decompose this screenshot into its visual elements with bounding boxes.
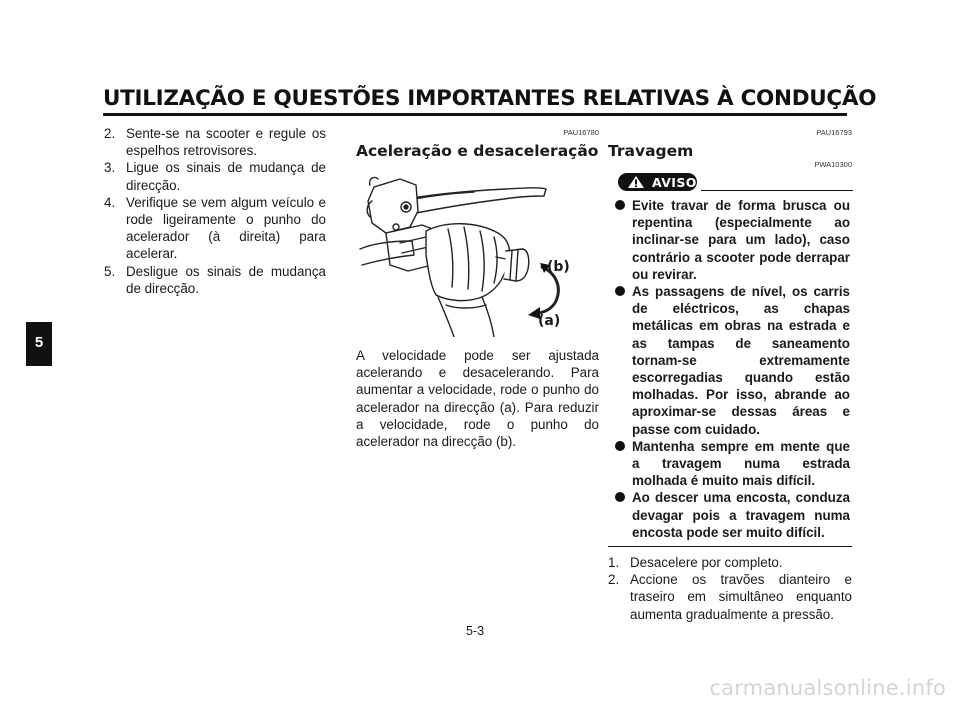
step-text: Desacelere por completo. xyxy=(630,555,783,571)
warning-end-rule xyxy=(608,546,852,547)
column-1 xyxy=(104,125,326,297)
list-item xyxy=(104,194,326,263)
figure-label-a: (a) xyxy=(538,313,561,329)
step-number: 4. xyxy=(104,194,116,210)
section-title-acceleration: Aceleração e desaceleração xyxy=(356,142,599,160)
list-item xyxy=(608,571,852,623)
column-3 xyxy=(608,128,852,623)
step-number: 2. xyxy=(608,572,620,588)
list-item xyxy=(608,489,852,541)
step-text: Desligue os sinais de mudança de direcção. xyxy=(126,263,326,296)
warning-badge xyxy=(618,173,697,191)
section-code: PAU16793 xyxy=(816,128,852,137)
throttle-figure xyxy=(356,167,599,337)
braking-step-list xyxy=(608,554,852,623)
bullet-icon xyxy=(615,200,625,210)
step-number: 3. xyxy=(104,160,116,176)
step-text: Verifique se vem algum veículo e rode ligeiramente o punho do acelerador (à direita) para acelerar. xyxy=(126,194,326,262)
watermark: carmanualsonline.info xyxy=(709,676,946,700)
column-2 xyxy=(356,128,599,450)
list-item xyxy=(608,197,852,283)
warning-triangle-icon xyxy=(627,175,645,189)
page-title: UTILIZAÇÃO E QUESTÕES IMPORTANTES RELATIVAS À CONDUÇÃO xyxy=(103,86,877,111)
list-item xyxy=(608,283,852,438)
list-item xyxy=(104,263,326,297)
bullet-icon xyxy=(615,441,625,451)
warning-text: As passagens de nível, os carris de eléctricos, as chapas metálicas em obras na estrada e as tampas de saneamento tornam-se extremamente escorregadias quando estão molhadas. Por isso, abrande ao aproximar-se dessas áreas e passe com cuidado. xyxy=(632,284,850,437)
list-item xyxy=(608,554,852,571)
throttle-illustration xyxy=(356,167,599,337)
header-rule xyxy=(103,113,847,116)
warning-text: Evite travar de forma brusca ou repentina (especialmente ao inclinar-se para um lado), caso contrário a scooter pode derrapar ou revirar. xyxy=(632,198,850,282)
chapter-tab xyxy=(26,322,52,366)
warning-label: AVISO xyxy=(652,175,697,190)
section-title-braking: Travagem xyxy=(608,142,694,160)
step-number: 1. xyxy=(608,555,620,571)
bullet-icon xyxy=(615,492,625,502)
chapter-tab-number: 5 xyxy=(34,334,44,351)
step-list xyxy=(104,125,326,297)
step-number: 2. xyxy=(104,126,116,141)
warning-text: Mantenha sempre em mente que a travagem numa estrada molhada é muito mais difícil. xyxy=(632,438,850,489)
step-text: Ligue os sinais de mudança de direcção. xyxy=(126,160,326,193)
list-item xyxy=(608,438,852,490)
step-text: Sente-se na scooter e regule os espelhos retrovisores. xyxy=(126,126,326,159)
warning-text: Ao descer uma encosta, conduza devagar pois a travagem numa encosta pode ser muito difícil. xyxy=(632,490,850,540)
bullet-icon xyxy=(615,286,625,296)
section-code: PAU16780 xyxy=(563,128,599,137)
page-number: 5-3 xyxy=(465,624,485,638)
warning-code: PWA10300 xyxy=(814,160,852,169)
list-item xyxy=(104,159,326,193)
step-number: 5. xyxy=(104,263,116,279)
warning-rule xyxy=(701,190,853,191)
list-item xyxy=(104,125,326,159)
warning-list xyxy=(608,197,852,541)
acceleration-paragraph: A velocidade pode ser ajustada acelerando e desacelerando. Para aumentar a velocidade, rode o punho do acelerador na direcção (a). Para reduzir a velocidade, rode o punho do acelerador na direcção (b). xyxy=(356,348,599,450)
step-text: Accione os travões dianteiro e traseiro em simultâneo enquanto aumenta gradualmente a pressão. xyxy=(630,572,852,622)
warning-header xyxy=(608,171,852,195)
figure-label-b: (b) xyxy=(547,259,570,275)
